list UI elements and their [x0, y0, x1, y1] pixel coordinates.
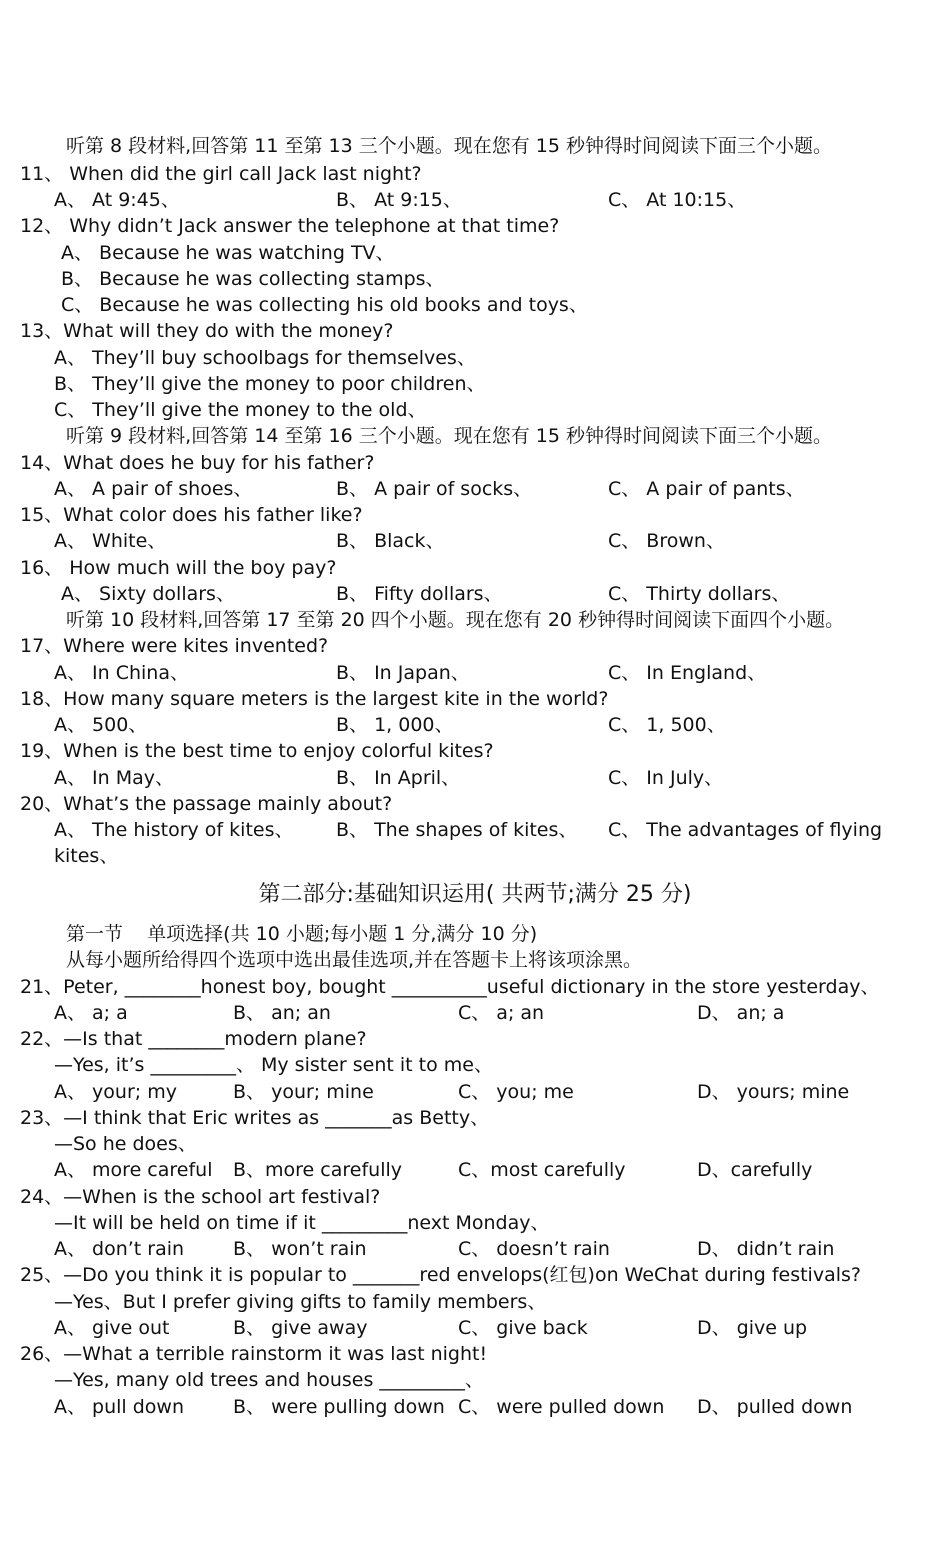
q20-options [0, 817, 950, 843]
q12-option-b: B、 Because he was collecting stamps、 [61, 268, 445, 290]
q18-options [0, 712, 950, 738]
q17-option-c: C、 In England、 [608, 662, 767, 684]
q23-option-c: C、most carefully [458, 1159, 626, 1181]
q17-options [0, 660, 950, 686]
q12-option-c: C、 Because he was collecting his old books and toys、 [61, 294, 588, 316]
section1-heading: 第一节 单项选择(共 10 小题;每小题 1 分,满分 10 分) [66, 923, 538, 945]
q22-stem: 22、—Is that ________modern plane? [20, 1028, 367, 1050]
q13-option-a: A、 They’ll buy schoolbags for themselves、 [54, 347, 476, 369]
q25-option-d: D、 give up [697, 1317, 808, 1339]
q19-option-c: C、 In July、 [608, 767, 724, 789]
q23-option-d: D、carefully [697, 1159, 813, 1181]
q11-option-c: C、 At 10:15、 [608, 189, 747, 211]
q17-stem: 17、Where were kites invented? [20, 635, 329, 657]
q12-stem: 12、 Why didn’t Jack answer the telephone at that time? [20, 215, 560, 237]
q14-stem: 14、What does he buy for his father? [20, 452, 375, 474]
q18-option-a: A、 500、 [54, 714, 148, 736]
q26-options [0, 1394, 950, 1420]
q12-option-a: A、 Because he was watching TV、 [61, 242, 395, 264]
q24-option-a: A、 don’t rain [54, 1238, 185, 1260]
q23-option-a: A、 more careful [54, 1159, 213, 1181]
q14-option-a: A、 A pair of shoes、 [54, 478, 253, 500]
q22-option-a: A、 your; my [54, 1081, 177, 1103]
q20-option-a: A、 The history of kites、 [54, 819, 294, 841]
q13-option-c: C、 They’ll give the money to the old、 [54, 399, 427, 421]
q19-option-b: B、 In April、 [336, 767, 461, 789]
q16-option-c: C、 Thirty dollars、 [608, 583, 791, 605]
q22-option-c: C、 you; me [458, 1081, 574, 1103]
section1-instruction: 从每小题所给得四个选项中选出最佳选项,并在答题卡上将该项涂黑。 [66, 949, 643, 971]
q26-option-a: A、 pull down [54, 1396, 185, 1418]
q15-option-a: A、 White、 [54, 530, 167, 552]
q19-option-a: A、 In May、 [54, 767, 175, 789]
q22-options [0, 1079, 950, 1105]
q19-stem: 19、When is the best time to enjoy colorful kites? [20, 740, 494, 762]
q24-line2: —It will be held on time if it _________next Monday、 [54, 1212, 550, 1234]
q19-options [0, 765, 950, 791]
q11-options [0, 187, 950, 213]
q17-option-b: B、 In Japan、 [336, 662, 470, 684]
q21-option-d: D、 an; a [697, 1002, 785, 1024]
q26-option-b: B、 were pulling down [233, 1396, 445, 1418]
q11-option-a: A、 At 9:45、 [54, 189, 180, 211]
q23-options [0, 1157, 950, 1183]
section8-intro: 听第 8 段材料,回答第 11 至第 13 三个小题。现在您有 15 秒钟得时间阅读下面三个小题。 [66, 135, 832, 157]
q18-option-b: B、 1, 000、 [336, 714, 454, 736]
q26-line2: —Yes, many old trees and houses _________、 [54, 1369, 484, 1391]
q16-option-b: B、 Fifty dollars、 [336, 583, 503, 605]
q13-stem: 13、What will they do with the money? [20, 320, 394, 342]
q18-option-c: C、 1, 500、 [608, 714, 726, 736]
q21-stem: 21、Peter, ________honest boy, bought __________useful dictionary in the store yesterday、 [20, 976, 880, 998]
q20-option-c-continued: kites、 [54, 845, 119, 867]
q16-option-a: A、 Sixty dollars、 [61, 583, 235, 605]
q14-option-b: B、 A pair of socks、 [336, 478, 533, 500]
q20-option-c: C、 The advantages of flying [608, 819, 883, 841]
q21-option-b: B、 an; an [233, 1002, 331, 1024]
q15-stem: 15、What color does his father like? [20, 504, 363, 526]
q13-option-b: B、 They’ll give the money to poor children、 [54, 373, 486, 395]
q22-option-d: D、 yours; mine [697, 1081, 850, 1103]
q24-option-c: C、 doesn’t rain [458, 1238, 610, 1260]
q11-option-b: B、 At 9:15、 [336, 189, 462, 211]
q24-option-b: B、 won’t rain [233, 1238, 367, 1260]
q26-option-d: D、 pulled down [697, 1396, 853, 1418]
q24-stem: 24、—When is the school art festival? [20, 1186, 381, 1208]
q25-option-b: B、 give away [233, 1317, 368, 1339]
q15-option-c: C、 Brown、 [608, 530, 725, 552]
q16-stem: 16、 How much will the boy pay? [20, 557, 337, 579]
q21-option-c: C、 a; an [458, 1002, 545, 1024]
q18-stem: 18、How many square meters is the largest kite in the world? [20, 688, 609, 710]
section9-intro: 听第 9 段材料,回答第 14 至第 16 三个小题。现在您有 15 秒钟得时间阅读下面三个小题。 [66, 425, 832, 447]
q15-options [0, 528, 950, 554]
q26-option-c: C、 were pulled down [458, 1396, 665, 1418]
q14-options [0, 476, 950, 502]
q23-option-b: B、more carefully [233, 1159, 402, 1181]
q22-line2: —Yes, it’s _________、 My sister sent it to me、 [54, 1054, 493, 1076]
q25-option-a: A、 give out [54, 1317, 170, 1339]
q21-option-a: A、 a; a [54, 1002, 128, 1024]
q24-options [0, 1236, 950, 1262]
q16-options [0, 581, 950, 607]
q23-line2: —So he does、 [54, 1133, 197, 1155]
q21-options [0, 1000, 950, 1026]
q24-option-d: D、 didn’t rain [697, 1238, 835, 1260]
q22-option-b: B、 your; mine [233, 1081, 374, 1103]
q26-stem: 26、—What a terrible rainstorm it was last night! [20, 1343, 488, 1365]
q15-option-b: B、 Black、 [336, 530, 445, 552]
q25-line2: —Yes、But I prefer giving gifts to family members、 [54, 1291, 547, 1313]
q17-option-a: A、 In China、 [54, 662, 189, 684]
q25-option-c: C、 give back [458, 1317, 588, 1339]
part2-title: 第二部分:基础知识运用( 共两节;满分 25 分) [258, 882, 692, 907]
section10-intro: 听第 10 段材料,回答第 17 至第 20 四个小题。现在您有 20 秒钟得时间阅读下面四个小题。 [66, 609, 845, 631]
q20-stem: 20、What’s the passage mainly about? [20, 793, 393, 815]
q23-stem: 23、—I think that Eric writes as _______as Betty、 [20, 1107, 490, 1129]
q25-stem: 25、—Do you think it is popular to _______red envelops(红包)on WeChat during festivals? [20, 1264, 861, 1286]
q20-option-b: B、 The shapes of kites、 [336, 819, 578, 841]
q11-stem: 11、 When did the girl call Jack last night? [20, 163, 422, 185]
q14-option-c: C、 A pair of pants、 [608, 478, 805, 500]
q25-options [0, 1315, 950, 1341]
